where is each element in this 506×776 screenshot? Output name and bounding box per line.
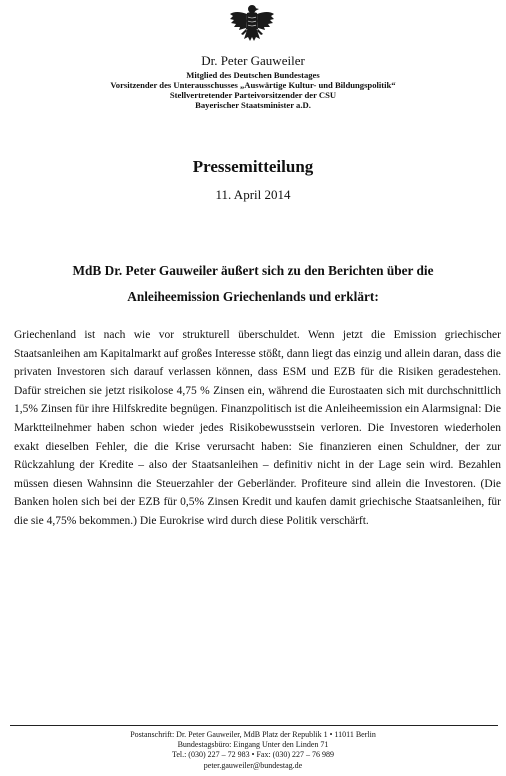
footer-divider xyxy=(10,725,498,726)
letterhead-line-subcommittee: Vorsitzender des Unterausschusses „Auswärtige Kultur- und Bildungspolitik“ xyxy=(110,80,396,90)
letterhead-line-csu: Stellvertretender Parteivorsitzender der CSU xyxy=(169,90,337,100)
footer-office: Bundestagsbüro: Eingang Unter den Linden 71 xyxy=(177,740,329,750)
footer-postal-address: Postanschrift: Dr. Peter Gauweiler, MdB Platz der Republik 1 • 11011 Berlin xyxy=(130,730,376,739)
letterhead-line-minister: Bayerischer Staatsminister a.D. xyxy=(195,100,311,110)
headline-line-1: MdB Dr. Peter Gauweiler äußert sich zu den Berichten über die xyxy=(72,263,434,278)
document-date: 11. April 2014 xyxy=(215,187,291,202)
letterhead-name: Dr. Peter Gauweiler xyxy=(201,53,305,68)
document-headline xyxy=(20,258,486,310)
letterhead-line-bundestag: Mitglied des Deutschen Bundestages xyxy=(186,70,320,80)
federal-eagle-icon xyxy=(228,2,276,46)
letterhead-subtitle xyxy=(0,70,506,110)
footer xyxy=(0,730,506,771)
document-title: Pressemitteilung xyxy=(192,157,314,176)
document-body: Griechenland ist nach wie vor strukturell überschuldet. Wenn jetzt die Emission griechischer Staatsanleihen am Kapitalmarkt auf großes Interesse stößt, dann liegt das einzig und allein daran, dass die privaten Investoren sich darauf verlassen können, dass ESM und EZB für die Risiken geradestehen. Dafür streichen sie jetzt risikolose 4,75 % Zinsen ein, während die Eurostaaten sich mit durchschnittlich 1,5% Zinsen für ihre Hilfskredite begnügen. Finanzpolitisch ist die Anleiheemission ein Alarmsignal: Die Marktteilnehmer haben schon wieder jedes Risikobewusstsein verloren. Die Investoren wiederholen exakt dieselben Fehler, die die Krise verursacht haben: Sie finanzieren einen Schuldner, der zur Rückzahlung der Kredite – also der Staatsanleihen – definitiv nicht in der Lage sein wird. Bezahlen müssen diesen Wahnsinn die Steuerzahler der Geberländer. Profiteure sind allein die Investoren. (Die Banken holen sich bei der EZB für 0,5% Zinsen Kredit und kaufen damit griechische Staatsanleihen, für die sie 4,75% bekommen.) Die Eurokrise wird durch diese Politik verschärft. xyxy=(14,329,502,527)
footer-email: peter.gauweiler@bundestag.de xyxy=(203,760,303,770)
headline-line-2: Anleiheemission Griechenlands und erklärt: xyxy=(127,289,379,304)
footer-phone-fax: Tel.: (030) 227 – 72 983 • Fax: (030) 227 – 76 989 xyxy=(171,750,334,760)
